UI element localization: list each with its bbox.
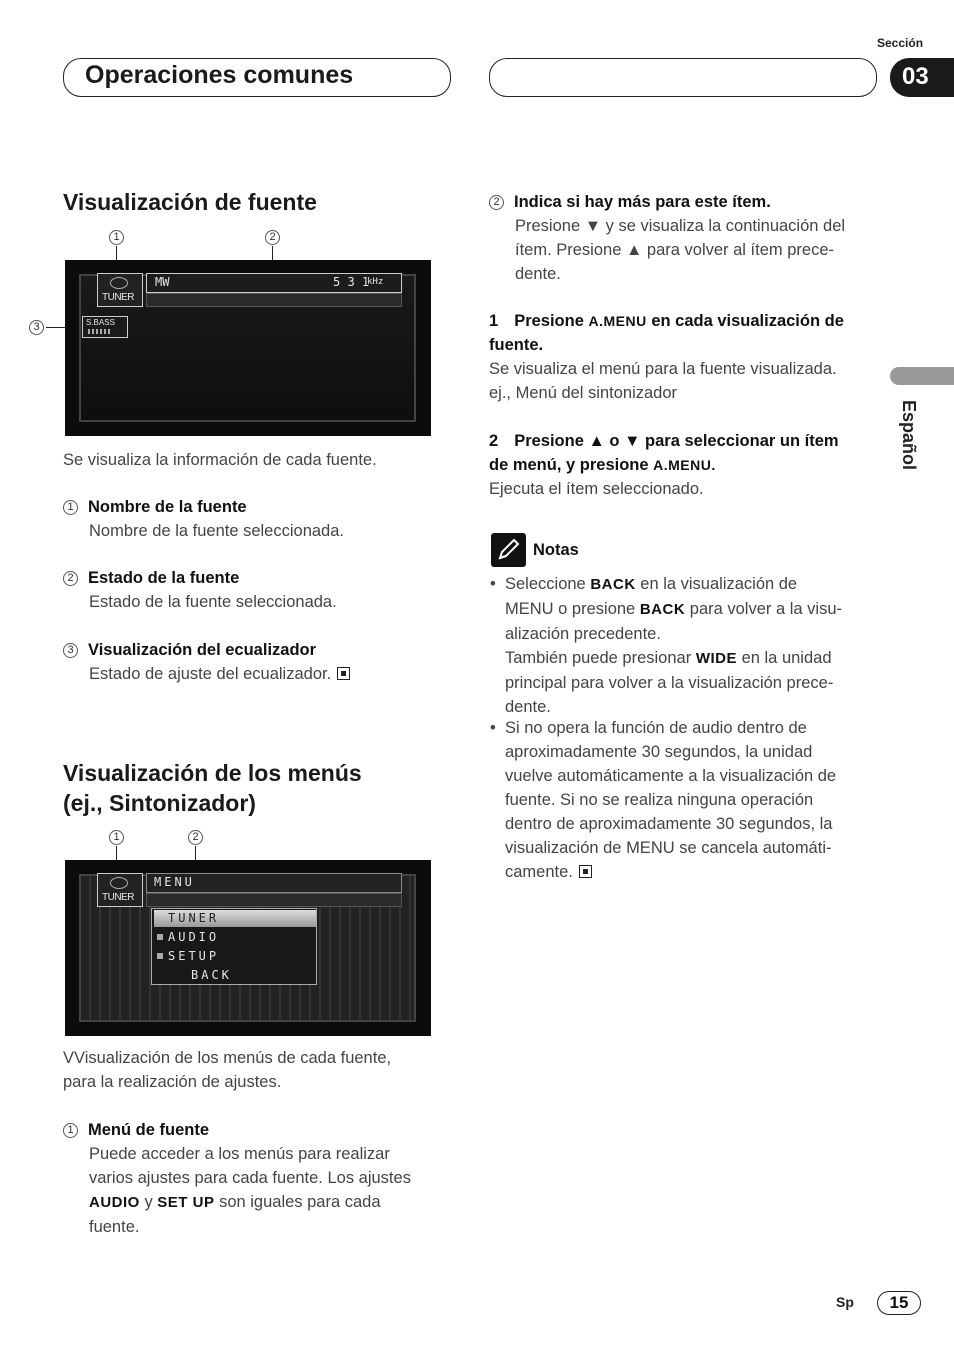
text: principal para volver a la visualización prece- bbox=[505, 674, 834, 692]
text: MENU o presione bbox=[505, 600, 636, 618]
desc-line: varios ajustes para cada fuente. Los ajustes bbox=[89, 1169, 411, 1187]
page-number-badge bbox=[877, 1291, 921, 1315]
menu-item-label: SETUP bbox=[168, 949, 220, 963]
item-desc: Nombre de la fuente seleccionada. bbox=[89, 522, 344, 540]
keyword-back: BACK bbox=[590, 576, 636, 593]
keyword-amenu: A.MENU. bbox=[653, 457, 716, 473]
heading-menu-display bbox=[63, 758, 362, 818]
more-indicator-icon bbox=[157, 934, 163, 940]
note-2 bbox=[489, 716, 884, 884]
item-number: 1 bbox=[63, 500, 78, 515]
language-label: Español bbox=[899, 400, 919, 471]
keyword-wide: WIDE bbox=[695, 650, 737, 667]
keyword-back: BACK bbox=[639, 601, 686, 618]
eq-bars bbox=[88, 329, 112, 334]
conj: y bbox=[144, 1193, 153, 1211]
step-number: 1 bbox=[489, 312, 499, 330]
menu-item-label: AUDIO bbox=[168, 930, 220, 944]
heading-source-display: Visualización de fuente bbox=[63, 189, 317, 215]
text: ítem. Presione bbox=[515, 241, 622, 259]
menu-item-label: BACK bbox=[191, 968, 232, 982]
text: Presione bbox=[514, 432, 584, 450]
down-triangle-icon: ▼ bbox=[624, 432, 641, 450]
menu-item-label: TUNER bbox=[168, 911, 220, 925]
menu-item-setup[interactable] bbox=[154, 948, 316, 965]
section-label: Sección bbox=[877, 36, 924, 50]
text: o bbox=[609, 432, 620, 450]
text: dente. bbox=[515, 265, 561, 283]
pencil-icon bbox=[491, 533, 526, 567]
notes-icon bbox=[491, 533, 526, 567]
header-empty-frame bbox=[489, 58, 877, 97]
item-number: 1 bbox=[63, 1123, 78, 1138]
text: aproximadamente 30 segundos, la unidad bbox=[505, 743, 813, 761]
text: Presione bbox=[515, 217, 581, 235]
section-number: 03 bbox=[902, 63, 929, 90]
text: alización precedente. bbox=[505, 625, 661, 643]
item-number: 2 bbox=[489, 195, 504, 210]
up-triangle-icon: ▲ bbox=[625, 241, 643, 259]
eq-display-box bbox=[82, 316, 128, 338]
callout-1: 1 bbox=[109, 230, 124, 245]
status-bar-lower bbox=[146, 293, 402, 307]
text: dente. bbox=[505, 698, 551, 716]
text: Se visualiza el menú para la fuente visualizada. bbox=[489, 360, 837, 378]
band-label: MW bbox=[155, 275, 170, 289]
menu-list bbox=[151, 908, 317, 985]
page-title: Operaciones comunes bbox=[85, 61, 354, 89]
bullet: • bbox=[490, 575, 496, 593]
callout-2: 2 bbox=[188, 830, 203, 845]
item-title: Menú de fuente bbox=[88, 1121, 210, 1139]
note-1 bbox=[489, 572, 884, 719]
text: vuelve automáticamente a la visualización de bbox=[505, 767, 837, 785]
callout-3: 3 bbox=[29, 320, 44, 335]
notes-title: Notas bbox=[533, 541, 579, 559]
item-title: Visualización del ecualizador bbox=[88, 641, 317, 659]
text: Ejecuta el ítem seleccionado. bbox=[489, 480, 704, 498]
text: y se visualiza la continuación del bbox=[605, 217, 846, 235]
menu-display-screen bbox=[65, 860, 431, 1036]
text: de menú, y presione bbox=[489, 456, 649, 474]
tuner-source-box bbox=[97, 873, 143, 907]
text: en cada visualización de bbox=[651, 312, 844, 330]
item-more-indicator bbox=[489, 190, 884, 286]
text: visualización de MENU se cancela automáti- bbox=[505, 839, 832, 857]
step-2 bbox=[489, 429, 884, 501]
frequency-unit: kHz bbox=[367, 277, 384, 287]
tuner-label: TUNER bbox=[102, 292, 134, 303]
up-triangle-icon: ▲ bbox=[588, 432, 605, 450]
fig1-caption: Se visualiza la información de cada fuente. bbox=[63, 451, 377, 469]
menu-item-tuner[interactable] bbox=[154, 910, 316, 927]
text: Presione bbox=[514, 312, 584, 330]
text: ej., Menú del sintonizador bbox=[489, 384, 678, 402]
callout-2: 2 bbox=[265, 230, 280, 245]
text: Si no opera la función de audio dentro de bbox=[505, 719, 807, 737]
text: para seleccionar un ítem bbox=[645, 432, 839, 450]
callout-1: 1 bbox=[109, 830, 124, 845]
footer-lang-code: Sp bbox=[836, 1294, 854, 1310]
antenna-icon bbox=[110, 277, 128, 289]
source-status-bar bbox=[146, 273, 402, 293]
text: Seleccione bbox=[505, 575, 586, 593]
eq-label: S.BASS bbox=[86, 318, 115, 327]
page-number: 15 bbox=[889, 1293, 909, 1312]
item-source-status bbox=[63, 566, 453, 614]
desc-line: fuente. bbox=[89, 1218, 140, 1236]
item-title: Indica si hay más para este ítem. bbox=[514, 193, 771, 211]
caption-line: VVisualización de los menús de cada fuente, bbox=[63, 1049, 392, 1067]
item-number: 2 bbox=[63, 571, 78, 586]
text: fuente. bbox=[489, 336, 544, 354]
heading-line-1: Visualización de los menús bbox=[63, 760, 362, 786]
section-badge bbox=[890, 58, 954, 97]
keyword-setup: SET UP bbox=[157, 1194, 215, 1211]
desc-line: Puede acceder a los menús para realizar bbox=[89, 1145, 390, 1163]
menu-item-back[interactable] bbox=[154, 967, 316, 984]
tuner-label: TUNER bbox=[102, 892, 134, 903]
end-mark-icon bbox=[337, 667, 350, 680]
text: en la visualización de bbox=[640, 575, 798, 593]
menu-item-audio[interactable] bbox=[154, 929, 316, 946]
item-source-name bbox=[63, 495, 453, 543]
text: dentro de aproximadamente 30 segundos, la bbox=[505, 815, 833, 833]
antenna-icon bbox=[110, 877, 128, 889]
end-mark-icon bbox=[579, 865, 592, 878]
frequency-value: 5 3 1 bbox=[333, 275, 370, 289]
step-number: 2 bbox=[489, 432, 499, 450]
text: en la unidad bbox=[741, 649, 832, 667]
source-display-screen bbox=[65, 260, 431, 436]
bullet: • bbox=[490, 719, 496, 737]
keyword-audio: AUDIO bbox=[89, 1194, 140, 1211]
item-title: Estado de la fuente bbox=[88, 569, 240, 587]
text: camente. bbox=[505, 863, 573, 881]
item-desc: Estado de la fuente seleccionada. bbox=[89, 593, 337, 611]
keyword-amenu: A.MENU bbox=[588, 313, 647, 329]
item-title: Nombre de la fuente bbox=[88, 498, 247, 516]
menu-title-lower bbox=[146, 893, 402, 907]
text: fuente. Si no se realiza ninguna operación bbox=[505, 791, 814, 809]
heading-line-2: (ej., Sintonizador) bbox=[63, 790, 256, 816]
down-triangle-icon: ▼ bbox=[584, 217, 602, 235]
step-1 bbox=[489, 309, 884, 405]
menu-title: MENU bbox=[154, 875, 195, 889]
item-source-menu bbox=[63, 1118, 453, 1239]
text: También puede presionar bbox=[505, 649, 692, 667]
item-number: 3 bbox=[63, 643, 78, 658]
fig2-caption bbox=[63, 1046, 391, 1094]
text: para volver a la visu- bbox=[689, 600, 842, 618]
menu-title-bar bbox=[146, 873, 402, 893]
language-tab bbox=[890, 367, 954, 385]
more-indicator-icon bbox=[157, 953, 163, 959]
caption-line: para la realización de ajustes. bbox=[63, 1073, 282, 1091]
tuner-source-box bbox=[97, 273, 143, 307]
desc-line: son iguales para cada bbox=[219, 1193, 381, 1211]
item-eq-display bbox=[63, 638, 453, 686]
item-desc: Estado de ajuste del ecualizador. bbox=[89, 665, 332, 683]
text: para volver al ítem prece- bbox=[646, 241, 834, 259]
